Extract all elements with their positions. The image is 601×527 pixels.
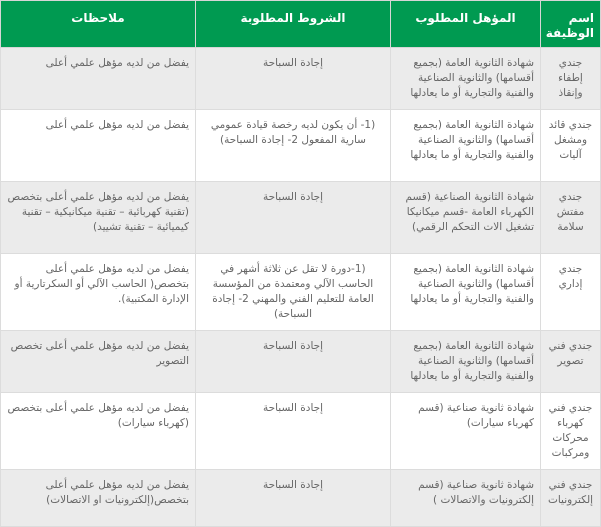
table-row [1,48,601,110]
cell-conditions: (1-دورة لا تقل عن ثلاثة أشهر في الحاسب الآلي ومعتمدة من المؤسسة العامة للتعليم الفني والمهني 2- إجادة السباحة) [196,254,391,331]
cell-qualification: شهادة ثانوية صناعية (قسم إلكترونيات والاتصالات ) [391,470,541,527]
cell-qualification: شهادة ثانوية صناعية (قسم كهرباء سيارات) [391,393,541,470]
header-job-name: اسم الوظيفة [541,1,601,48]
cell-conditions: إجادة السباحة [196,393,391,470]
cell-notes: يفضل من لديه مؤهل علمي أعلى بتخصص(إلكترونيات او الاتصالات) [1,470,196,527]
cell-job: جندي قائد ومشغل آليات [541,110,601,182]
table-row [1,182,601,254]
cell-qualification: شهادة الثانوية العامة (بجميع أقسامها) والثانوية الصناعية والفنية والتجارية أو ما يعادلها [391,110,541,182]
cell-job: جندي فني تصوير [541,331,601,393]
table-row [1,393,601,470]
cell-notes: يفضل من لديه مؤهل علمي أعلى بتخصص( الحاسب الآلي أو السكرتارية أو الإدارة المكتبية). [1,254,196,331]
cell-job: جندي فني إلكترونيات [541,470,601,527]
cell-qualification: شهادة الثانوية العامة (بجميع أقسامها) والثانوية الصناعية والفنية والتجارية أو ما يعادلها [391,331,541,393]
table-row [1,110,601,182]
cell-notes: يفضل من لديه مؤهل علمي أعلى بتخصص (تقنية كهربائية – تقنية ميكانيكية – تقنية كيميائية – تقنية تشييد) [1,182,196,254]
cell-notes: يفضل من لديه مؤهل علمي أعلى بتخصص (كهرباء سيارات) [1,393,196,470]
cell-conditions: إجادة السباحة [196,331,391,393]
cell-conditions: إجادة السباحة [196,182,391,254]
header-notes: ملاحظات [1,1,196,48]
table-header-row [1,1,601,48]
cell-qualification: شهادة الثانوية العامة (بجميع أقسامها) والثانوية الصناعية والفنية والتجارية أو ما يعادلها [391,48,541,110]
cell-conditions: إجادة السباحة [196,48,391,110]
cell-notes: يفضل من لديه مؤهل علمي أعلى [1,48,196,110]
table-row [1,470,601,527]
header-conditions: الشروط المطلوبة [196,1,391,48]
header-qualification: المؤهل المطلوب [391,1,541,48]
cell-notes: يفضل من لديه مؤهل علمي أعلى تخصص التصوير [1,331,196,393]
cell-conditions: (1- أن يكون لديه رخصة قيادة عمومي سارية المفعول 2- إجادة السباحة) [196,110,391,182]
cell-qualification: شهادة الثانوية العامة (بجميع أقسامها) والثانوية الصناعية والفنية والتجارية أو ما يعادلها [391,254,541,331]
table-row [1,331,601,393]
cell-conditions: إجادة السباحة [196,470,391,527]
table-row [1,254,601,331]
cell-notes: يفضل من لديه مؤهل علمي أعلى [1,110,196,182]
cell-job: جندي مفتش سلامة [541,182,601,254]
cell-qualification: شهادة الثانوية الصناعية (قسم الكهرباء العامة -قسم ميكانيكا تشغيل الات التحكم الرقمي) [391,182,541,254]
cell-job: جندي فني كهرباء محركات ومركبات [541,393,601,470]
cell-job: جندي إطفاء وإنقاذ [541,48,601,110]
cell-job: جندي إداري [541,254,601,331]
